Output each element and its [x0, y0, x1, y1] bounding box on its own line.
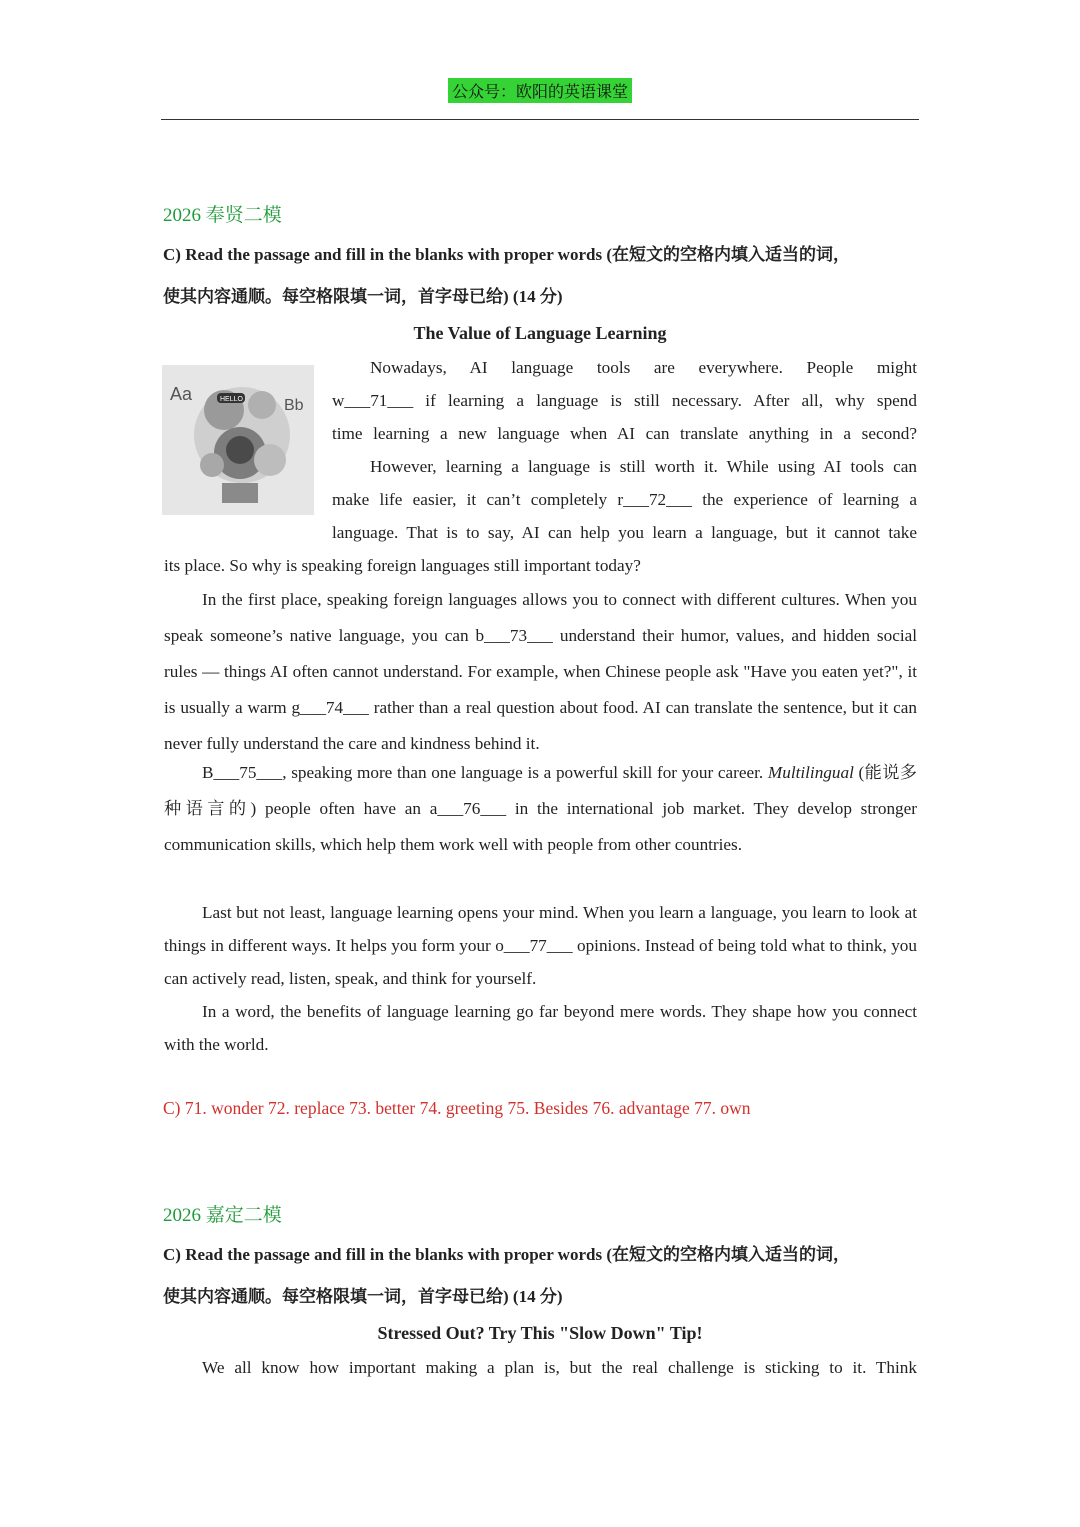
italic-term: Multilingual — [767, 763, 854, 782]
passage-floating-text — [332, 351, 917, 549]
instruction — [163, 234, 923, 318]
paragraph-rest: (能说多种语言的) people often have an a___76___ in the international job market. They develop stronger communication skills, which help them work well with people from other countries. — [164, 763, 917, 854]
hello-label: HELLO — [220, 396, 243, 403]
instruction-line-2: 使其内容通顺。每空格限填一词，首字母已给) (14 分) — [163, 287, 563, 306]
text-line: However, learning a language is still worth it. While using AI tools can — [370, 457, 917, 476]
page-header — [0, 78, 1080, 103]
paragraph: We all know how important making a plan is, but the real challenge is sticking to it. Think — [202, 1358, 917, 1377]
header-divider — [161, 119, 919, 120]
instruction-line-1: C) Read the passage and fill in the blanks with proper words (在短文的空格内填入适当的词， — [163, 1245, 850, 1264]
section-label: 2026 嘉定二模 — [163, 1205, 282, 1226]
aa-label: Aa — [170, 384, 193, 404]
paragraph: Last but not least, language learning opens your mind. When you learn a language, you learn to look at things in different ways. It helps you form your o___77___ opinions. Instead of being told what to think, you can actively read, listen, speak, and think for yourself. — [164, 903, 917, 988]
passage-title: The Value of Language Learning — [413, 323, 667, 343]
text-line: make life easier, it can’t completely r___72___ the experience of learning a — [332, 490, 917, 509]
paragraph: its place. So why is speaking foreign languages still important today? — [164, 556, 641, 575]
paragraph — [164, 755, 917, 863]
paragraph-start: B___75___, speaking more than one language is a powerful skill for your career. — [202, 763, 764, 782]
text-line: time learning a new language when AI can translate anything in a second? — [332, 424, 917, 443]
section-label: 2026 奉贤二模 — [163, 205, 282, 226]
paragraph: In a word, the benefits of language learning go far beyond mere words. They shape how you connect with the world. — [164, 1002, 917, 1054]
text-line: w___71___ if learning a language is still necessary. After all, why spend — [332, 391, 917, 410]
instruction-line-2: 使其内容通顺。每空格限填一词，首字母已给) (14 分) — [163, 1287, 563, 1306]
text-line: Nowadays, AI language tools are everywhere. People might — [370, 358, 917, 377]
paragraph: In the first place, speaking foreign languages allows you to connect with different cultures. When you speak someone’s native language, you can b___73___ understand their humor, values, and hidden social rules — things AI often cannot understand. For example, when Chinese people ask "Have you eaten yet?", it is usually a warm g___74___ rather than a real question about food. AI can translate the sentence, but it can never fully understand the care and kindness behind it. — [164, 590, 917, 753]
illustration-image — [162, 365, 314, 515]
instruction-line-1: C) Read the passage and fill in the blanks with proper words (在短文的空格内填入适当的词， — [163, 245, 850, 264]
header-tag: 公众号：欧阳的英语课堂 — [448, 78, 632, 103]
instruction — [163, 1234, 923, 1318]
answer-key: C) 71. wonder 72. replace 73. better 74. greeting 75. Besides 76. advantage 77. own — [163, 1098, 751, 1118]
passage-title: Stressed Out? Try This "Slow Down" Tip! — [377, 1323, 703, 1343]
bb-label: Bb — [284, 397, 304, 414]
text-line: language. That is to say, AI can help you learn a language, but it cannot take — [332, 523, 917, 542]
